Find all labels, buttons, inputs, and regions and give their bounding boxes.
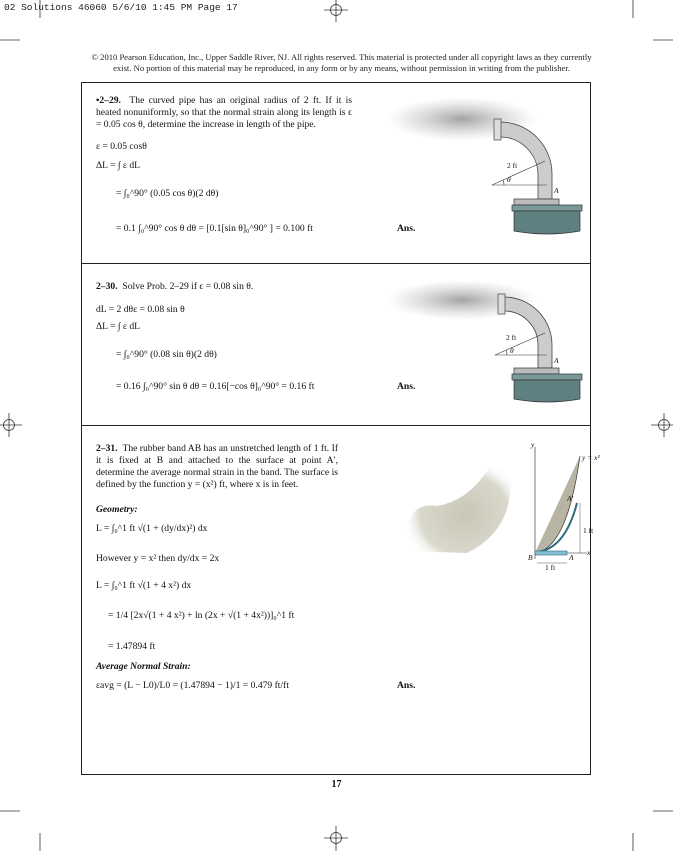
pipe-base: [514, 199, 559, 205]
equation-line: = ∫₀^90° (0.08 sin θ)(2 dθ): [116, 349, 217, 360]
page-number: 17: [331, 779, 342, 790]
tank-lid: [512, 374, 582, 380]
width-dimension-label: 1 ft: [545, 563, 556, 572]
equation-line: = 1/4 [2x√(1 + 4 x²) + ln (2x + √(1 + 4x²))]₀^1 ft: [108, 610, 295, 621]
section-divider: [82, 425, 590, 426]
problem-statement: [96, 443, 338, 491]
equation-line: dL = 2 dθε = 0.08 sin θ: [96, 304, 185, 315]
strain-heading: Average Normal Strain:: [96, 661, 191, 672]
curved-pipe-figure: [382, 273, 582, 418]
y-axis-label: y: [531, 440, 535, 449]
solutions-frame: [81, 82, 600, 775]
theta-label: θ: [510, 346, 514, 355]
equation-line: = 1.47894 ft: [108, 641, 156, 652]
problem-number: 2–30.: [96, 281, 118, 292]
unstretched-band: [535, 551, 567, 555]
pipe-flange: [494, 119, 501, 140]
radius-label: 2 ft: [507, 161, 518, 170]
equation-line: = ∫₀^90° (0.05 cos θ)(2 dθ): [116, 188, 219, 199]
problem-text: Solve Prob. 2–29 if ϵ = 0.08 sin θ.: [122, 281, 254, 292]
problem-statement: [96, 281, 253, 293]
parabola-surface: [535, 456, 580, 553]
equation-line: = 0.1 ∫₀^90° cos θ dθ = [0.1[sin θ]₀^90° ] = 0.100 ft: [116, 223, 313, 234]
tank-body: [514, 380, 580, 402]
theta-arc: [503, 180, 504, 185]
problem-text: The curved pipe has an original radius of 2 ft. If it is heated nonuniformly, so that the normal strain along its length is ϵ = 0.05 cos θ, determine the increase in length of the pipe.: [96, 95, 352, 130]
answer-label: Ans.: [397, 381, 416, 392]
problem-number: •2–29.: [96, 95, 121, 106]
point-a-label: A: [554, 356, 559, 365]
equation-line: L = ∫₀^1 ft √(1 + (dy/dx)²) dx: [96, 523, 208, 534]
theta-label: θ: [507, 175, 511, 184]
equation-line: ΔL = ∫ ε dL: [96, 160, 140, 171]
radius-label: 2 ft: [506, 333, 517, 342]
equation-line: ΔL = ∫ ε dL: [96, 321, 140, 332]
answer-label: Ans.: [397, 680, 416, 691]
print-slug: 02 Solutions 46060 5/6/10 1:45 PM Page 17: [4, 2, 238, 13]
theta-arc: [506, 350, 507, 355]
answer-label: Ans.: [397, 223, 416, 234]
point-a-prime-label: A′: [567, 494, 574, 503]
curve-label: y = x²: [582, 453, 600, 462]
curved-pipe-figure: [382, 89, 582, 254]
radius-line: [495, 333, 545, 355]
problem-text: The rubber band AB has an unstretched length of 1 ft. If it is fixed at B and attached to the surface at point A′, determine the average normal strain in the band. The surface is defined by the function y = (x²) ft, where x is in feet.: [96, 443, 339, 490]
equation-line: εavg = (L − L0)/L0 = (1.47894 − 1)/1 = 0.479 ft/ft: [96, 680, 289, 691]
rubber-band-figure: [397, 440, 600, 576]
geometry-heading: Geometry:: [96, 504, 138, 515]
equation-line: = 0.16 ∫₀^90° sin θ dθ = 0.16[−cos θ]₀^90° = 0.16 ft: [116, 381, 315, 392]
problem-statement: [96, 95, 352, 131]
point-b-label: B: [528, 553, 533, 562]
point-a-label: A: [569, 553, 574, 562]
curved-surface: [406, 457, 512, 553]
tank-body: [514, 211, 580, 234]
x-axis-label: x: [587, 548, 591, 557]
radius-line: [492, 161, 545, 185]
copyright-notice: © 2010 Pearson Education, Inc., Upper Saddle River, NJ. All rights reserved. This material is protected under all copyright laws as they currently exist. No portion of this material may be reproduced, in any form or by any means, without permission in writing from the publisher.: [91, 52, 592, 73]
section-divider: [82, 263, 590, 264]
problem-number: 2–31.: [96, 443, 118, 454]
height-dimension-label: 1 ft: [583, 526, 594, 535]
tank-lid: [512, 205, 582, 211]
point-a-label: A: [554, 186, 559, 195]
equation-line: However y = x² then dy/dx = 2x: [96, 553, 220, 564]
equation-line: ε = 0.05 cosθ: [96, 141, 147, 152]
equation-line: L = ∫₀^1 ft √(1 + 4 x²) dx: [96, 580, 192, 591]
pipe-flange: [498, 294, 505, 314]
pipe-base: [514, 368, 559, 374]
